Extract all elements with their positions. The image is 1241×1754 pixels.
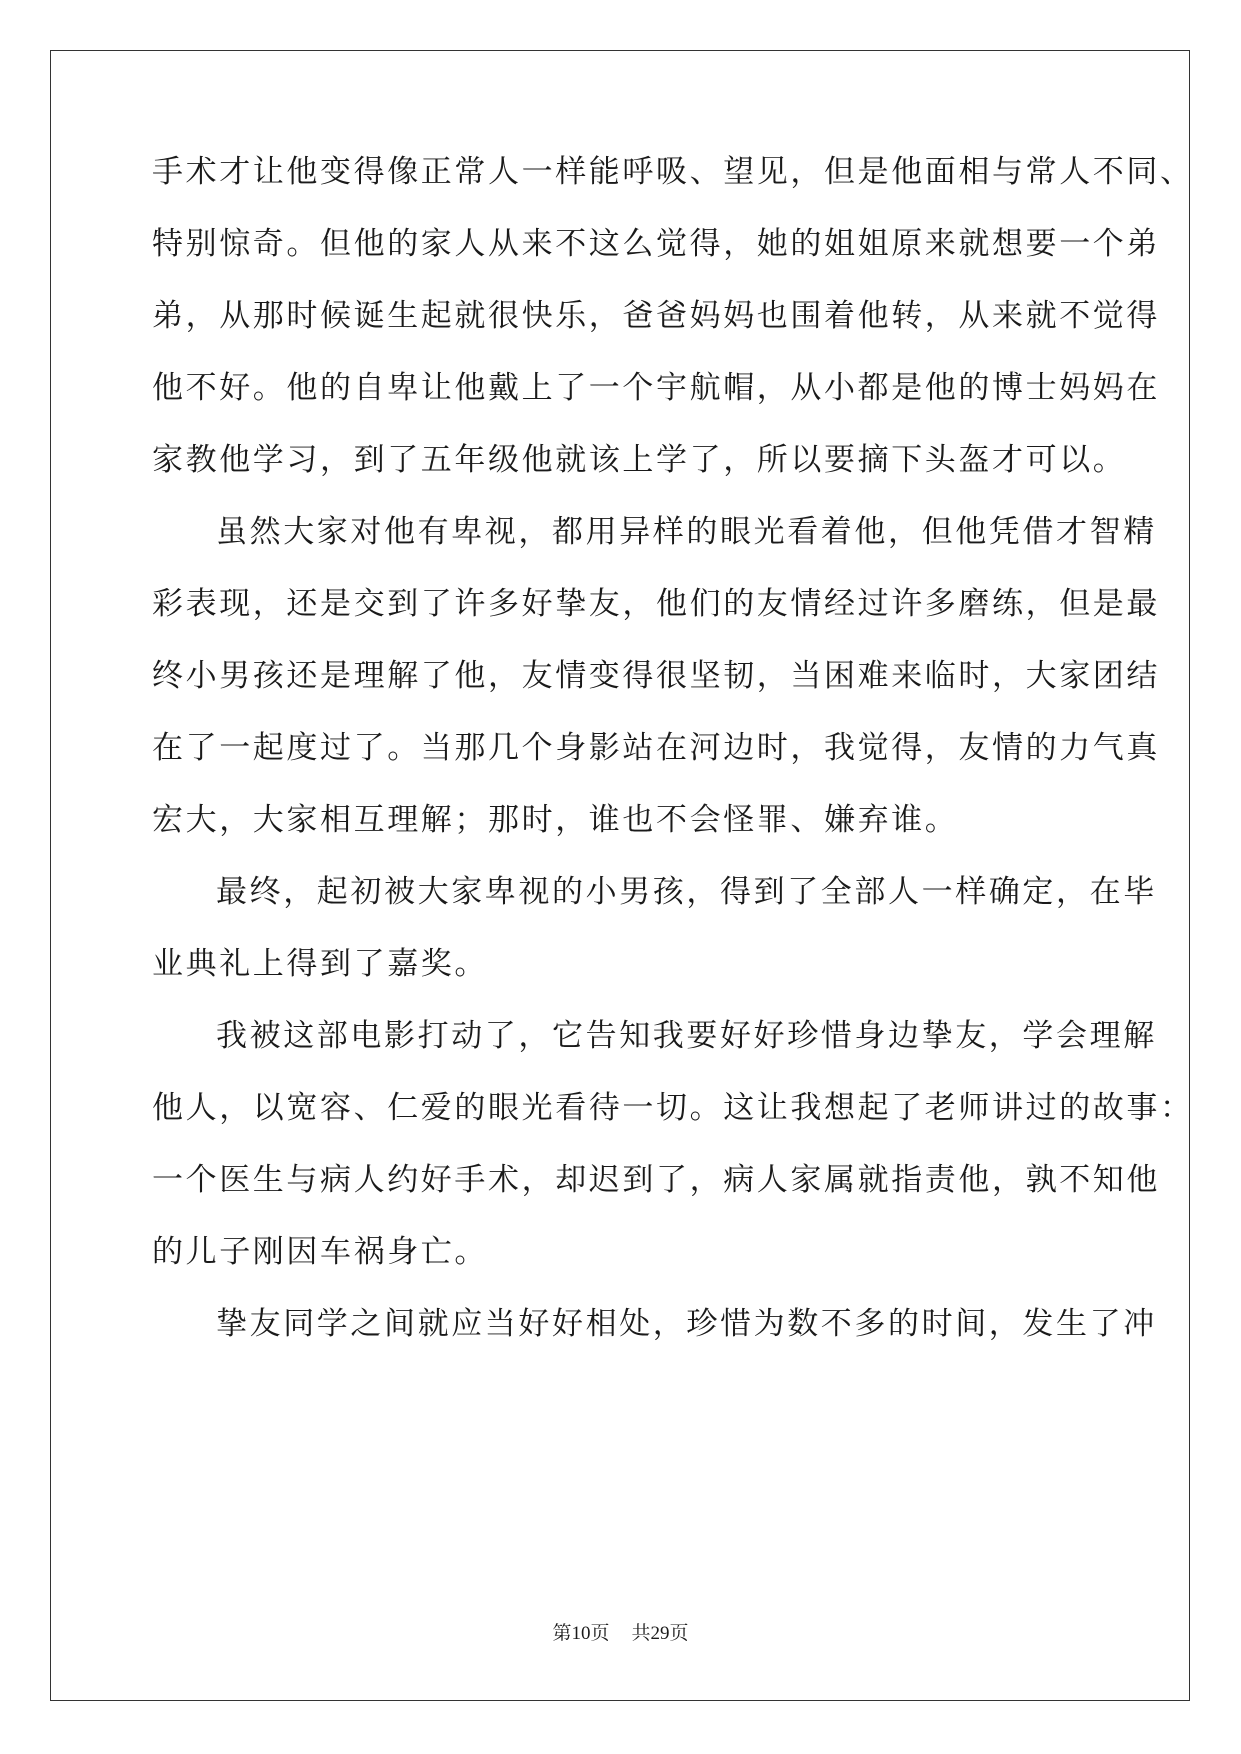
text-line: 弟，从那时候诞生起就很快乐，爸爸妈妈也围着他转，从来就不觉得 bbox=[152, 298, 1160, 334]
text-line: 特别惊奇。但他的家人从来不这么觉得，她的姐姐原来就想要一个弟 bbox=[152, 226, 1160, 262]
paragraph-start-line: 挚友同学之间就应当好好相处，珍惜为数不多的时间，发生了冲 bbox=[216, 1306, 1157, 1342]
paragraph-start-line: 虽然大家对他有卑视，都用异样的眼光看着他，但他凭借才智精 bbox=[216, 514, 1157, 550]
text-line: 宏大，大家相互理解；那时，谁也不会怪罪、嫌弃谁。 bbox=[152, 802, 959, 838]
page-footer bbox=[0, 1622, 1241, 1646]
text-line: 彩表现，还是交到了许多好挚友，他们的友情经过许多磨练，但是最 bbox=[152, 586, 1160, 622]
text-line: 他不好。他的自卑让他戴上了一个宇航帽，从小都是他的博士妈妈在 bbox=[152, 370, 1160, 406]
text-line: 他人，以宽容、仁爱的眼光看待一切。这让我想起了老师讲过的故事： bbox=[152, 1090, 1194, 1126]
paragraph-start-line: 我被这部电影打动了，它告知我要好好珍惜身边挚友，学会理解 bbox=[216, 1018, 1157, 1054]
text-line: 的儿子刚因车祸身亡。 bbox=[152, 1234, 488, 1270]
text-line: 手术才让他变得像正常人一样能呼吸、望见，但是他面相与常人不同、 bbox=[152, 154, 1194, 190]
text-line: 业典礼上得到了嘉奖。 bbox=[152, 946, 488, 982]
text-line: 一个医生与病人约好手术，却迟到了，病人家属就指责他，孰不知他 bbox=[152, 1162, 1160, 1198]
total-pages: 共29页 bbox=[631, 1623, 689, 1644]
text-line: 家教他学习，到了五年级他就该上学了，所以要摘下头盔才可以。 bbox=[152, 442, 1127, 478]
paragraph-start-line: 最终，起初被大家卑视的小男孩，得到了全部人一样确定，在毕 bbox=[216, 874, 1157, 910]
text-line: 在了一起度过了。当那几个身影站在河边时，我觉得，友情的力气真 bbox=[152, 730, 1160, 766]
page-number: 第10页 bbox=[552, 1623, 610, 1644]
text-line: 终小男孩还是理解了他，友情变得很坚韧，当困难来临时，大家团结 bbox=[152, 658, 1160, 694]
